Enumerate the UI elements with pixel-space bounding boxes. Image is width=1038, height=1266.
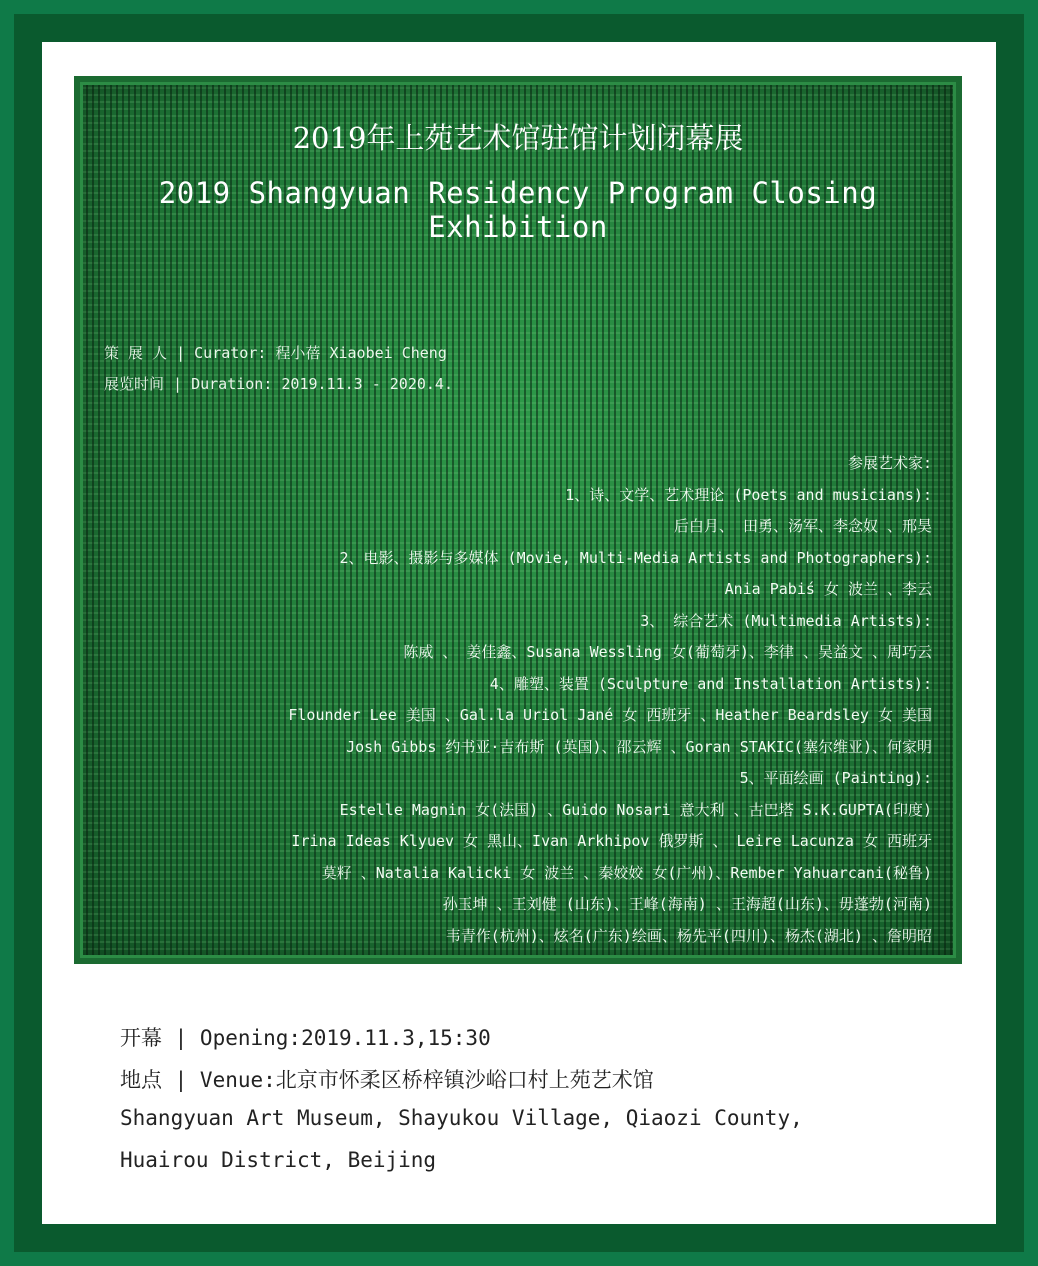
artists-sculpture-2: Josh Gibbs 约书亚·吉布斯 (英国)、邵云辉 、Goran STAKIC(塞尔维亚)、何家明 [346, 737, 932, 756]
artists-painting-5: 韦青作(杭州)、炫名(广东)绘画、杨先平(四川)、杨杰(湖北) 、詹明昭 [445, 926, 932, 945]
address-line-1: Shangyuan Art Museum, Shayukou Village, Qiaozi County, [120, 1106, 803, 1130]
artists-painting-4: 孙玉坤 、王刘健 (山东)、王峰(海南) 、王海超(山东)、毋蓬勃(河南) [442, 895, 932, 913]
artists-sculpture-1: Flounder Lee 美国 、Gal.la Uriol Jané 女 西班牙 、Heather Beardsley 女 美国 [288, 706, 932, 724]
artists-multimedia: 陈威 、 姜佳鑫、Susana Wessling 女(葡萄牙)、李律 、吴益文 、周巧云 [403, 643, 932, 661]
category-sculpture: 4、雕塑、装置 (Sculpture and Installation Artists): [489, 674, 932, 693]
duration-line: 展览时间 | Duration: 2019.11.3 - 2020.4. [104, 375, 453, 393]
artists-poets: 后白月、 田勇、汤军、李念奴 、邢昊 [673, 517, 932, 535]
category-poets: 1、诗、文学、艺术理论 (Poets and musicians): [565, 485, 932, 504]
artists-heading: 参展艺术家: [847, 454, 932, 472]
curator-line: 策 展 人 | Curator: 程小蓓 Xiaobei Cheng [104, 344, 447, 362]
artists-media: Ania Pabiś 女 波兰 、李云 [724, 580, 932, 598]
artists-painting-2: Irina Ideas Klyuev 女 黑山、Ivan Arkhipov 俄罗斯 、 Leire Lacunza 女 西班牙 [291, 832, 932, 850]
category-multimedia: 3、 综合艺术 (Multimedia Artists): [640, 611, 932, 630]
artists-painting-1: Estelle Magnin 女(法国) 、Guido Nosari 意大利 、古巴塔 S.K.GUPTA(印度) [339, 800, 932, 819]
venue-info: 地点 | Venue:北京市怀柔区桥梓镇沙峪口村上苑艺术馆 [120, 1068, 654, 1092]
artists-painting-3: 莫籽 、Natalia Kalicki 女 波兰 、秦姣姣 女(广州)、Rember Yahuarcani(秘鲁) [321, 863, 932, 882]
exhibition-poster [74, 76, 962, 964]
opening-info: 开幕 | Opening:2019.11.3,15:30 [120, 1026, 491, 1050]
artists-list [92, 448, 932, 952]
address-line-2: Huairou District, Beijing [120, 1148, 437, 1172]
category-media: 2、电影、摄影与多媒体 (Movie, Multi-Media Artists and Photographers): [339, 548, 932, 567]
category-painting: 5、平面绘画 (Painting): [739, 769, 932, 787]
title-chinese: 2019年上苑艺术馆驻馆计划闭幕展 [292, 121, 744, 155]
title-english: 2019 Shangyuan Residency Program Closing Exhibition [158, 176, 878, 244]
